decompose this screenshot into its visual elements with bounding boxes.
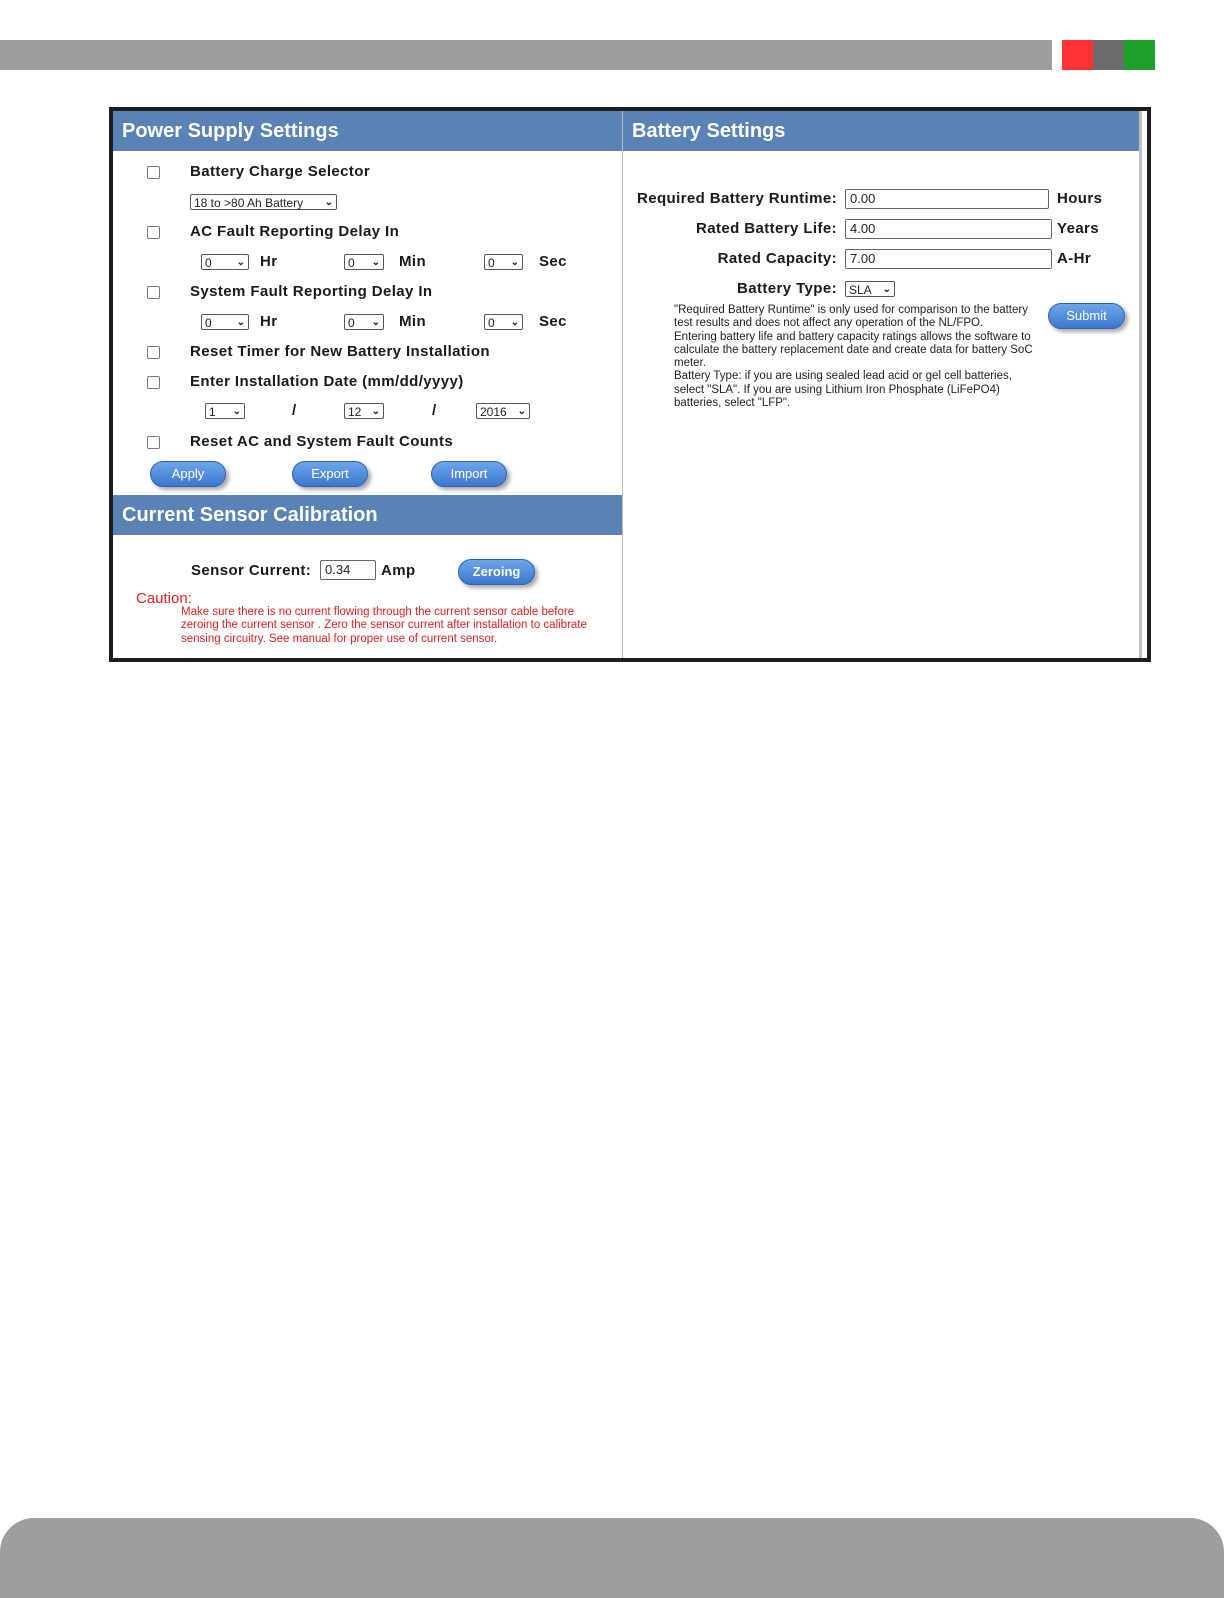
chevron-down-icon: ⌄: [324, 197, 333, 208]
ac-sec-select[interactable]: [484, 254, 523, 270]
battery-note: [674, 304, 1033, 410]
note-line: select "SLA". If you are using Lithium Iron Phosphate (LiFePO4): [674, 383, 1000, 396]
sys-hr-unit: Hr: [260, 313, 278, 330]
date-separator: /: [292, 402, 297, 419]
runtime-input[interactable]: 0.00: [845, 189, 1049, 209]
capacity-label: Rated Capacity:: [717, 250, 837, 267]
chevron-down-icon: ⌄: [236, 257, 245, 268]
sys-sec-select[interactable]: [484, 314, 523, 330]
battery-type-select[interactable]: [845, 281, 895, 297]
sys-min-select[interactable]: [344, 314, 384, 330]
ac-min-select[interactable]: [344, 254, 384, 270]
battery-settings-panel: [623, 111, 1142, 658]
sys-sec-value: 0: [488, 316, 495, 330]
ac-fault-label: AC Fault Reporting Delay In: [190, 223, 400, 240]
caution-line: zeroing the current sensor . Zero the sensor current after installation to calibrate: [181, 619, 587, 632]
battery-charge-select[interactable]: [190, 194, 337, 210]
capacity-input[interactable]: 7.00: [845, 249, 1052, 269]
chevron-down-icon: ⌄: [510, 257, 519, 268]
runtime-unit: Hours: [1057, 190, 1103, 207]
battery-charge-label: Battery Charge Selector: [190, 163, 371, 180]
battery-charge-checkbox[interactable]: [147, 166, 160, 179]
submit-button[interactable]: Submit: [1048, 303, 1125, 329]
life-label: Rated Battery Life:: [696, 220, 837, 237]
chevron-down-icon: ⌄: [371, 406, 380, 417]
sensor-current-label: Sensor Current:: [191, 562, 312, 579]
settings-frame: [109, 107, 1151, 662]
date-day-select[interactable]: [344, 403, 384, 419]
battery-type-label: Battery Type:: [737, 280, 837, 297]
note-line: Entering battery life and battery capacity ratings allows the software to: [674, 330, 1031, 343]
install-date-label: Enter Installation Date (mm/dd/yyyy): [190, 373, 464, 390]
caution-line: sensing circuitry. See manual for proper use of current sensor.: [181, 632, 498, 645]
date-year-select[interactable]: [476, 403, 530, 419]
reset-counts-label: Reset AC and System Fault Counts: [190, 433, 454, 450]
export-button[interactable]: Export: [292, 461, 368, 487]
sys-hr-value: 0: [205, 316, 212, 330]
bottom-decor-bar: [0, 1518, 1224, 1598]
sys-min-value: 0: [348, 316, 355, 330]
battery-charge-value: 18 to >80 Ah Battery: [194, 196, 304, 210]
chevron-down-icon: ⌄: [510, 317, 519, 328]
life-input[interactable]: 4.00: [845, 219, 1052, 239]
power-supply-panel: [113, 111, 623, 658]
ac-hr-unit: Hr: [260, 253, 278, 270]
chevron-down-icon: ⌄: [517, 406, 526, 417]
zeroing-button[interactable]: Zeroing: [458, 559, 535, 585]
chevron-down-icon: ⌄: [371, 257, 380, 268]
ac-hr-value: 0: [205, 256, 212, 270]
sensor-current-unit: Amp: [381, 562, 416, 579]
chevron-down-icon: ⌄: [232, 406, 241, 417]
battery-type-value: SLA: [849, 283, 872, 297]
date-month-value: 1: [209, 405, 216, 419]
ac-min-unit: Min: [399, 253, 427, 270]
note-line: "Required Battery Runtime" is only used for comparison to the battery: [674, 304, 1028, 316]
note-line: test results and does not affect any operation of the NL/FPO.: [674, 317, 984, 330]
sys-min-unit: Min: [399, 313, 427, 330]
red-square: [1062, 40, 1093, 70]
note-line: calculate the battery replacement date and create data for battery SoC: [674, 343, 1033, 356]
caution-line: Make sure there is no current flowing through the current sensor cable before: [181, 606, 575, 618]
sys-hr-select[interactable]: [201, 314, 249, 330]
top-decor-bar: [0, 40, 1052, 70]
system-fault-label: System Fault Reporting Delay In: [190, 283, 433, 300]
caution-text: [181, 606, 587, 646]
sys-sec-unit: Sec: [539, 313, 567, 330]
note-line: meter.: [674, 357, 706, 370]
runtime-label: Required Battery Runtime:: [636, 190, 837, 207]
chevron-down-icon: ⌄: [236, 317, 245, 328]
gray-square: [1093, 40, 1124, 70]
date-separator: /: [432, 402, 437, 419]
current-sensor-header: Current Sensor Calibration: [113, 495, 622, 535]
note-line: batteries, select "LFP".: [674, 397, 791, 410]
date-year-value: 2016: [480, 405, 507, 419]
reset-timer-label: Reset Timer for New Battery Installation: [190, 343, 490, 360]
system-fault-checkbox[interactable]: [147, 286, 160, 299]
reset-timer-checkbox[interactable]: [147, 346, 160, 359]
ac-min-value: 0: [348, 256, 355, 270]
power-supply-header: Power Supply Settings: [113, 111, 622, 151]
reset-counts-checkbox[interactable]: [147, 436, 160, 449]
sensor-current-input[interactable]: 0.34: [320, 560, 376, 580]
ac-sec-unit: Sec: [539, 253, 567, 270]
install-date-checkbox[interactable]: [147, 376, 160, 389]
note-line: Battery Type: if you are using sealed lead acid or gel cell batteries,: [674, 370, 1012, 383]
caution-title: Caution:: [136, 590, 192, 607]
capacity-unit: A-Hr: [1057, 250, 1092, 267]
date-day-value: 12: [348, 405, 362, 419]
ac-hr-select[interactable]: [201, 254, 249, 270]
import-button[interactable]: Import: [431, 461, 507, 487]
apply-button[interactable]: Apply: [150, 461, 226, 487]
ac-fault-checkbox[interactable]: [147, 226, 160, 239]
battery-settings-header: Battery Settings: [623, 111, 1139, 151]
green-square: [1124, 40, 1155, 70]
date-month-select[interactable]: [205, 403, 245, 419]
chevron-down-icon: ⌄: [371, 317, 380, 328]
ac-sec-value: 0: [488, 256, 495, 270]
chevron-down-icon: ⌄: [882, 284, 891, 295]
life-unit: Years: [1057, 220, 1100, 237]
